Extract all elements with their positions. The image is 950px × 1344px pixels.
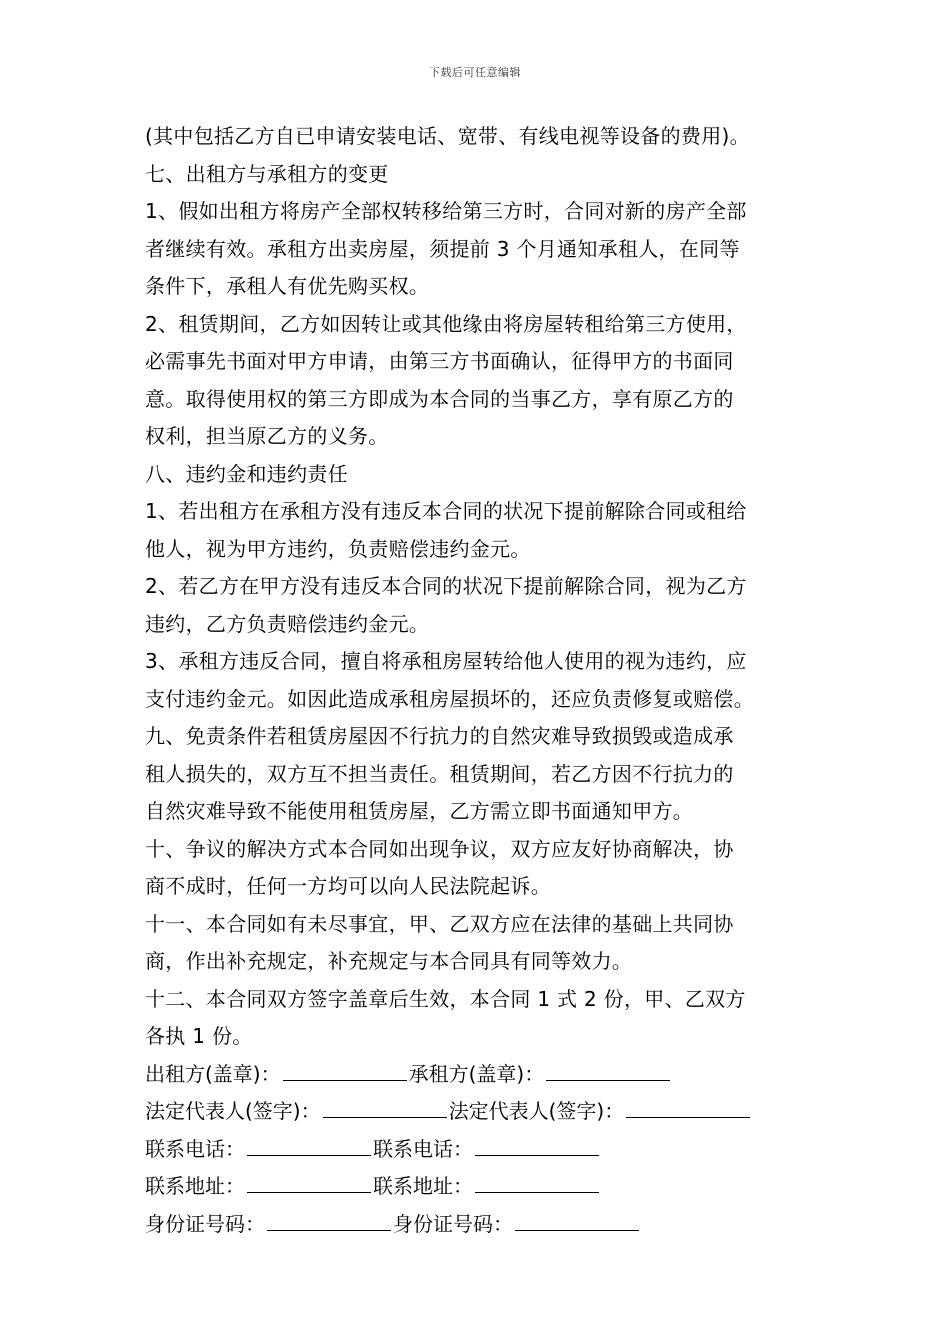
lessee-id-blank <box>515 1208 639 1231</box>
signature-row-representative <box>145 1093 807 1131</box>
lessor-id-blank <box>267 1208 391 1231</box>
signature-row-seal <box>145 1056 807 1094</box>
page-header: 下载后可任意编辑 <box>429 66 521 79</box>
body-line: 各执 1 份。 <box>145 1024 253 1048</box>
lessee-representative-blank <box>626 1095 750 1118</box>
body-line: (其中包括乙方自已申请安装电话、宽带、有线电视等设备的费用)。 <box>145 124 750 148</box>
body-line: 商，作出补充规定，补充规定与本合同具有同等效力。 <box>145 949 633 973</box>
lessor-seal-label: 出租方(盖章)： <box>145 1061 281 1086</box>
body-line: 权利，担当原乙方的义务。 <box>145 424 389 448</box>
body-line: 自然灾难导致不能使用租赁房屋，乙方需立即书面通知甲方。 <box>145 799 694 823</box>
lessor-address-blank <box>247 1170 371 1193</box>
lessor-phone-blank <box>247 1133 371 1156</box>
body-line: 2、若乙方在甲方没有违反本合同的状况下提前解除合同，视为乙方 <box>145 574 747 598</box>
body-line: 条件下，承租人有优先购买权。 <box>145 274 430 298</box>
body-line: 十、争议的解决方式本合同如出现争议，双方应友好协商解决，协 <box>145 836 734 861</box>
lessor-seal-blank <box>283 1058 407 1081</box>
body-line: 者继续有效。承租方出卖房屋，须提前 3 个月通知承租人，在同等 <box>145 236 740 261</box>
lessor-id-label: 身份证号码： <box>145 1211 265 1236</box>
body-line: 必需事先书面对甲方申请，由第三方书面确认，征得甲方的书面同 <box>145 349 734 373</box>
lessor-phone-label: 联系电话： <box>145 1136 245 1161</box>
lessee-address-blank <box>475 1170 599 1193</box>
body-line: 十二、本合同双方签字盖章后生效，本合同 1 式 2 份，甲、乙双方 <box>145 986 746 1011</box>
section-heading: 七、出租方与承租方的变更 <box>145 161 389 186</box>
body-line: 十一、本合同如有未尽事宜，甲、乙双方应在法律的基础上共同协 <box>145 911 734 936</box>
lessee-address-label: 联系地址： <box>373 1174 473 1198</box>
body-line: 意。取得使用权的第三方即成为本合同的当事乙方，享有原乙方的 <box>145 386 734 411</box>
body-line: 租人损失的，双方互不担当责任。租赁期间，若乙方因不行抗力的 <box>145 761 734 786</box>
body-line: 商不成时，任何一方均可以向人民法院起诉。 <box>145 874 551 898</box>
body-line: 2、租赁期间，乙方如因转让或其他缘由将房屋转租给第三方使用， <box>145 311 747 336</box>
body-line: 违约，乙方负责赔偿违约金元。 <box>145 611 430 636</box>
signature-row-id-number <box>145 1206 807 1244</box>
lessee-phone-label: 联系电话： <box>373 1136 473 1161</box>
body-line: 支付违约金元。如因此造成承租房屋损坏的，还应负责修复或赔偿。 <box>145 686 754 711</box>
lessee-id-label: 身份证号码： <box>393 1211 513 1236</box>
signature-row-address <box>145 1168 807 1206</box>
lessor-address-label: 联系地址： <box>145 1174 245 1198</box>
lessor-representative-blank <box>323 1095 447 1118</box>
lessor-representative-label: 法定代表人(签字)： <box>145 1099 321 1123</box>
body-line: 九、免责条件若租赁房屋因不行抗力的自然灾难导致损毁或造成承 <box>145 724 734 748</box>
lessee-seal-blank <box>546 1058 670 1081</box>
body-line: 1、假如出租方将房产全部权转移给第三方时，合同对新的房产全部 <box>145 199 747 223</box>
lessee-seal-label: 承租方(盖章)： <box>408 1061 545 1086</box>
document-body <box>145 118 807 1243</box>
body-line: 他人，视为甲方违约，负责赔偿违约金元。 <box>145 536 531 561</box>
body-line: 3、承租方违反合同，擅自将承租房屋转给他人使用的视为违约，应 <box>145 649 747 673</box>
body-line: 1、若出租方在承租方没有违反本合同的状况下提前解除合同或租给 <box>145 499 747 523</box>
section-heading: 八、违约金和违约责任 <box>145 461 348 486</box>
signature-row-phone <box>145 1131 807 1169</box>
lessee-representative-label: 法定代表人(签字)： <box>448 1099 625 1123</box>
lessee-phone-blank <box>475 1133 599 1156</box>
